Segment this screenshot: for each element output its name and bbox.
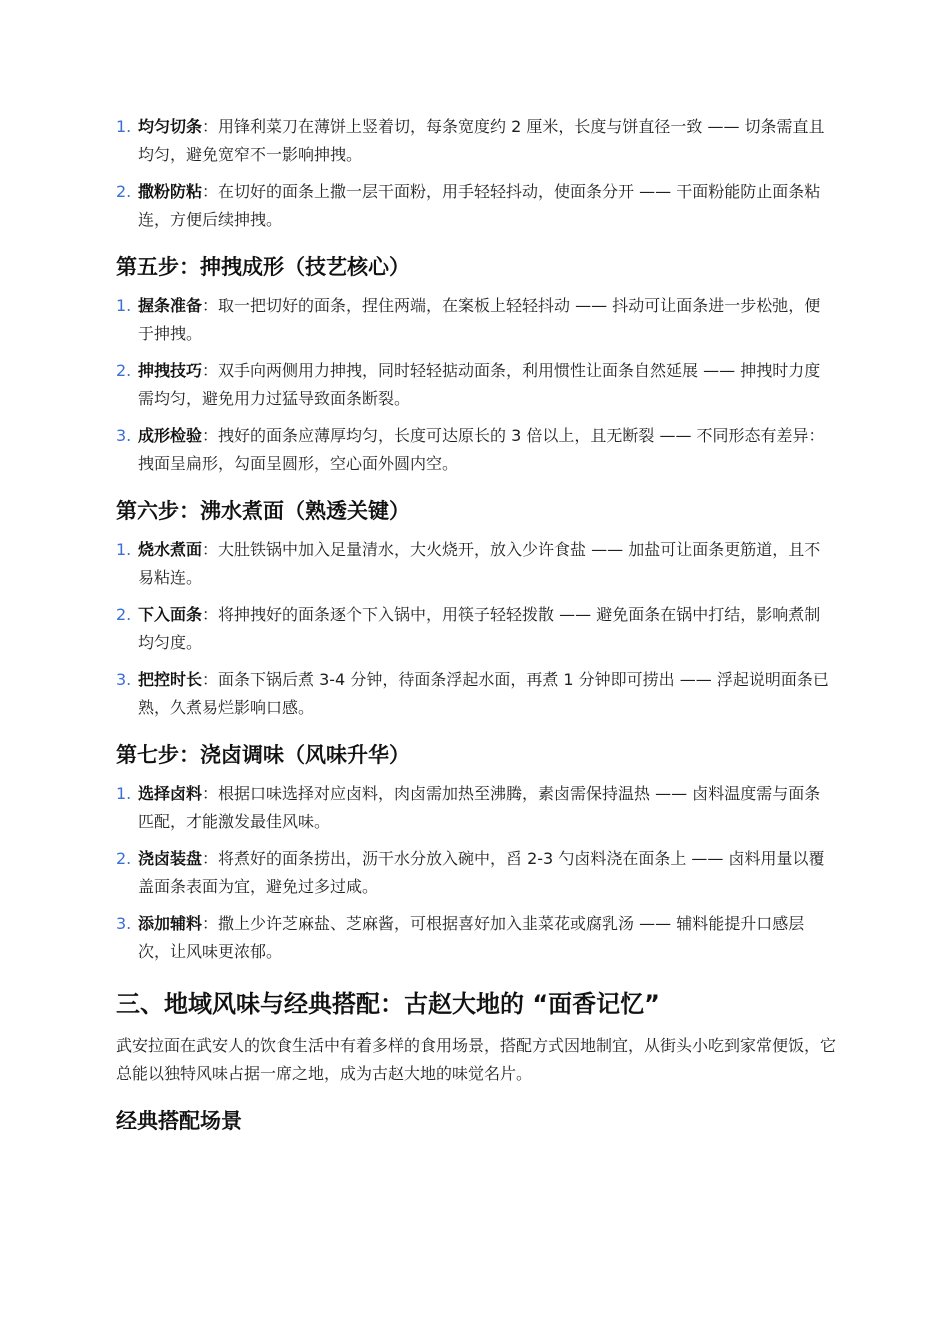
step-title: 均匀切条 [138, 117, 203, 136]
list-number: 2. [116, 849, 132, 868]
step-text: ：将煮好的面条捞出，沥干水分放入碗中，舀 2-3 勺卤料浇在面条上 —— 卤料用量以覆盖面条表面为宜，避免过多过咸。 [138, 849, 825, 896]
list-number: 2. [116, 605, 132, 624]
step-title: 握条准备 [138, 296, 203, 315]
section-heading-step6: 第六步：沸水煮面（熟透关键） [116, 499, 410, 523]
list-item [116, 113, 836, 169]
list-item [116, 178, 836, 234]
intro-step-list [116, 113, 836, 234]
step-title: 烧水煮面 [138, 540, 203, 559]
list-item [116, 845, 836, 901]
step-title: 撒粉防粘 [138, 182, 203, 201]
list-item [116, 536, 836, 592]
list-item [116, 780, 836, 836]
list-number: 1. [116, 296, 132, 315]
step-text: ：在切好的面条上撒一层干面粉，用手轻轻抖动，使面条分开 —— 干面粉能防止面条粘连，方便后续抻拽。 [138, 182, 821, 229]
list-item [116, 422, 836, 478]
chapter-heading: 三、地域风味与经典搭配：古赵大地的 “面香记忆” [116, 990, 660, 1018]
step5-list [116, 292, 836, 478]
section-heading-step7: 第七步：浇卤调味（风味升华） [116, 743, 410, 767]
step-text: ：拽好的面条应薄厚均匀，长度可达原长的 3 倍以上，且无断裂 —— 不同形态有差异：拽面呈扁形，勾面呈圆形，空心面外圆内空。 [138, 426, 825, 473]
step-title: 把控时长 [138, 670, 203, 689]
subsection-heading: 经典搭配场景 [116, 1109, 242, 1133]
list-number: 1. [116, 540, 132, 559]
step-text: ：双手向两侧用力抻拽，同时轻轻掂动面条，利用惯性让面条自然延展 —— 抻拽时力度需均匀，避免用力过猛导致面条断裂。 [138, 361, 821, 408]
step-text: ：大肚铁锅中加入足量清水，大火烧开，放入少许食盐 —— 加盐可让面条更筋道，且不易粘连。 [138, 540, 821, 587]
section-heading-step5: 第五步：抻拽成形（技艺核心） [116, 255, 410, 279]
step-title: 下入面条 [138, 605, 203, 624]
chapter-paragraph: 武安拉面在武安人的饮食生活中有着多样的食用场景，搭配方式因地制宜，从街头小吃到家常便饭，它总能以独特风味占据一席之地，成为古赵大地的味觉名片。 [116, 1036, 837, 1083]
list-item [116, 910, 836, 966]
list-number: 1. [116, 117, 132, 136]
document-body [116, 113, 836, 1146]
step-text: ：用锋利菜刀在薄饼上竖着切，每条宽度约 2 厘米，长度与饼直径一致 —— 切条需直且均匀，避免宽窄不一影响抻拽。 [138, 117, 825, 164]
list-item [116, 292, 836, 348]
step-text: ：将抻拽好的面条逐个下入锅中，用筷子轻轻拨散 —— 避免面条在锅中打结，影响煮制均匀度。 [138, 605, 821, 652]
step7-list [116, 780, 836, 966]
list-number: 3. [116, 914, 132, 933]
step-title: 抻拽技巧 [138, 361, 203, 380]
step-text: ：取一把切好的面条，捏住两端，在案板上轻轻抖动 —— 抖动可让面条进一步松弛，便于抻拽。 [138, 296, 821, 343]
step-text: ：根据口味选择对应卤料，肉卤需加热至沸腾，素卤需保持温热 —— 卤料温度需与面条匹配，才能激发最佳风味。 [138, 784, 821, 831]
step-title: 成形检验 [138, 426, 203, 445]
list-number: 1. [116, 784, 132, 803]
step6-list [116, 536, 836, 722]
step-text: ：撒上少许芝麻盐、芝麻酱，可根据喜好加入韭菜花或腐乳汤 —— 辅料能提升口感层次，让风味更浓郁。 [138, 914, 805, 961]
step-title: 添加辅料 [138, 914, 203, 933]
step-title: 选择卤料 [138, 784, 203, 803]
step-text: ：面条下锅后煮 3-4 分钟，待面条浮起水面，再煮 1 分钟即可捞出 —— 浮起说明面条已熟，久煮易烂影响口感。 [138, 670, 829, 717]
list-item [116, 357, 836, 413]
list-item [116, 601, 836, 657]
list-number: 3. [116, 670, 132, 689]
list-number: 2. [116, 182, 132, 201]
step-title: 浇卤装盘 [138, 849, 203, 868]
list-number: 3. [116, 426, 132, 445]
list-number: 2. [116, 361, 132, 380]
list-item [116, 666, 836, 722]
